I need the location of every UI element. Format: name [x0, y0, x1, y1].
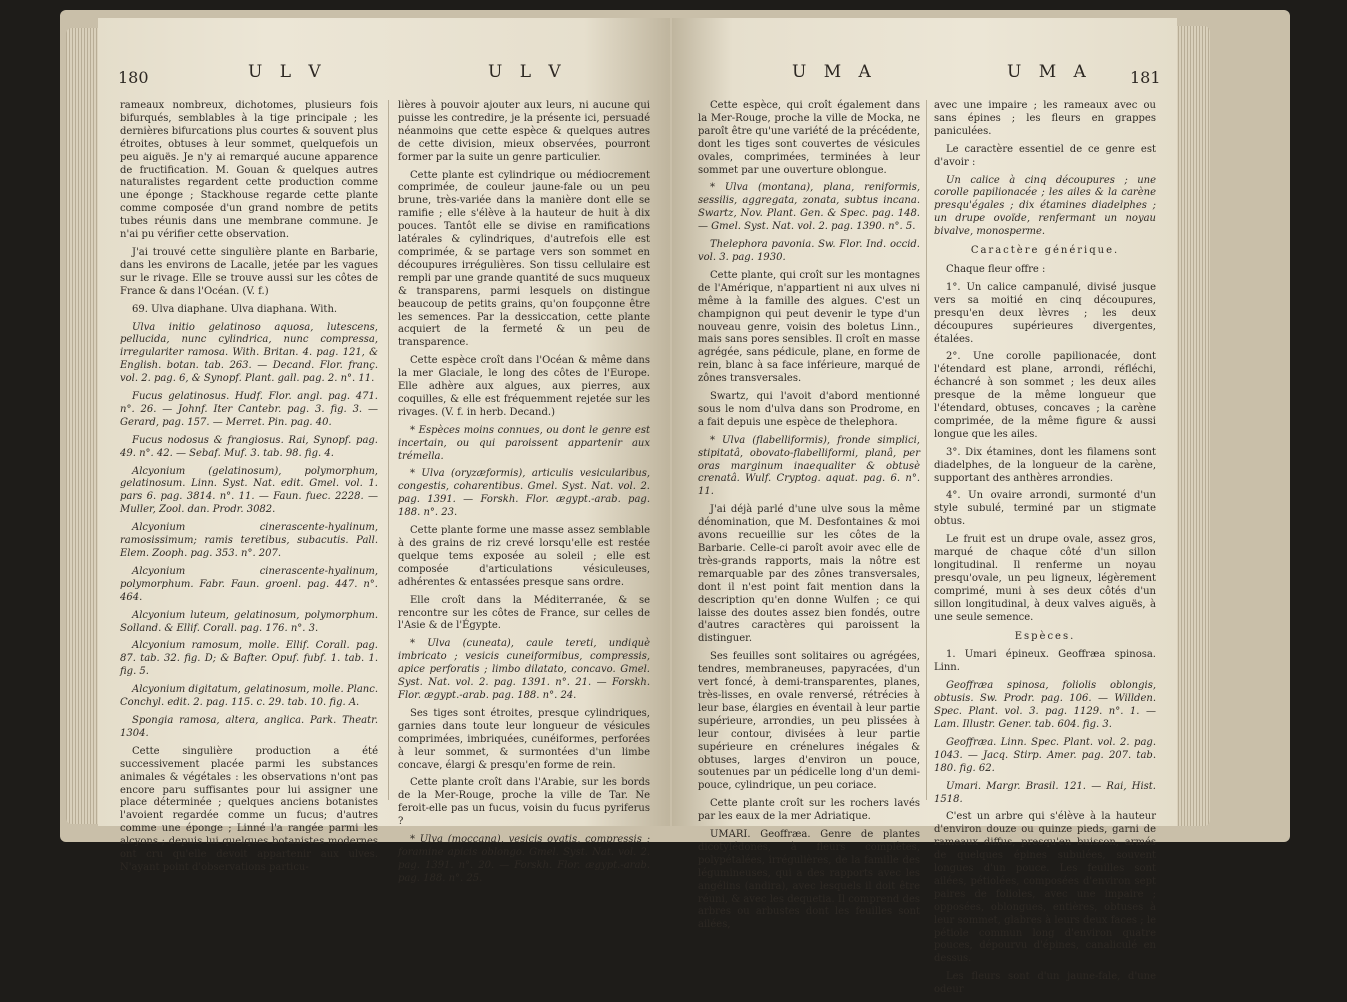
paragraph: Cette espèce, qui croît également dans la Mer-Rouge, proche la ville de Mocka, ne paroît être qu'une variété de la précédente, dont les tiges sont couvertes de vésicules ovales, comprimées, terminées à leur sommet par une ouverture oblongue.	[698, 100, 920, 176]
paragraph: UMARI. Geoffræa. Genre de plantes dicotylédones, à fleurs complètes, polypétalées, irrégulières, de la famille des légumineuses, qui a des rapports avec les angélins (andira), avec lesquels il doit être réuni, & avec les dequetia. Il comprend des arbres ou arbustes dont les feuilles sont ailées,	[698, 829, 920, 931]
paragraph: * Ulva (oryzæformis), articulis vesicularibus, congestis, coharentibus. Gmel. Syst. Nat. vol. 2. pag. 1391. — Forskh. Flor. ægypt.-arab. pag. 188. n°. 23.	[398, 468, 650, 519]
paragraph: Cette espèce croît dans l'Océan & même dans la mer Glaciale, le long des côtes de l'Europe. Elle adhère aux algues, aux pierres, aux coquilles, & elle est fréquemment rejetée sur les rivages. (V. f. in herb. Decand.)	[398, 355, 650, 418]
right-column-1	[698, 100, 920, 937]
paragraph: Spongia ramosa, altera, anglica. Park. Theatr. 1304.	[120, 714, 378, 739]
right-column-2	[934, 100, 1156, 1002]
paragraph: 2°. Une corolle papilionacée, dont l'étendard est plane, arrondi, réfléchi, échancré à son sommet ; les deux ailes presque de la même longueur que l'étendard, obtuses, concaves ; la carène comprimée, de la même figure & aussi longue que les ailes.	[934, 351, 1156, 440]
paragraph: Elle croît dans la Méditerranée, & se rencontre sur les côtes de France, sur celles de l'Asie & de l'Égypte.	[398, 594, 650, 632]
paragraph: J'ai déjà parlé d'une ulve sous la même dénomination, que M. Desfontaines & moi avons recueillie sur les côtes de la Barbarie. Celle-ci paroît avoir avec elle de très-grands rapports, mais la nôtre est remarquable par des zônes transversales, dont il n'est point fait mention dans la description qu'en donne Wulfen ; ce qui laisse des doutes assez bien fondés, outre d'autres caractères qui paroissent la distinguer.	[698, 504, 920, 645]
paragraph: Le caractère essentiel de ce genre est d'avoir :	[934, 143, 1156, 168]
column-divider	[388, 100, 389, 800]
paragraph: Cette plante forme une masse assez semblable à des grains de riz crevé lorsqu'elle est restée quelque tems exposée au soleil ; elle est composée d'articulations vésiculeuses, adhérentes & entassées presque sans ordre.	[398, 525, 650, 588]
paragraph: Alcyonium luteum, gelatinosum, polymorphum. Solland. & Ellif. Corall. pag. 176. n°. 3.	[120, 609, 378, 634]
paragraph: rameaux nombreux, dichotomes, plusieurs fois bifurqués, semblables à la tige principale ; les dernières bifurcations plus courtes & souvent plus étroites, obtuses à leur sommet, quelquefois un peu aiguës. Je n'y ai remarqué aucune apparence de fructification. M. Gouan & quelques autres naturalistes regardent cette production comme une éponge ; Stackhouse regarde cette plante comme composée d'un grand nombre de petits tubes réunis dans une membrane commune. Je n'ai pu vérifier cette observation.	[120, 100, 378, 241]
left-page-edges	[66, 28, 100, 824]
paragraph: Ulva initio gelatinoso aquosa, lutescens, pellucida, nunc cylindrica, nunc compressa, irregulariter ramosa. With. Britan. 4. pag. 121, & English. botan. tab. 263. — Decand. Flor. franç. vol. 2. pag. 6, & Synopf. Plant. gall. pag. 2. n°. 11.	[120, 321, 378, 385]
left-page	[98, 18, 670, 884]
paragraph: C'est un arbre qui s'élève à la hauteur d'environ douze ou quinze pieds, garni de rameaux diffus, presqu'en buisson, armés de quelques épines subulées, souvent longues d'un pouce. Les feuilles sont ailées, pétiolées, composées d'environ sept paires de folioles, avec une impaire ; opposées, oblongues, entières, obtuses à leur sommet, glabres à leurs deux faces ; le pétiole commun long d'environ quatre pouces, dépourvu d'épines, canaliculé en dessus.	[934, 811, 1156, 965]
paragraph: 4°. Un ovaire arrondi, surmonté d'un style subulé, terminé par un stigmate obtus.	[934, 490, 1156, 528]
section-heading: Espèces.	[1014, 630, 1076, 642]
paragraph: Alcyonium digitatum, gelatinosum, molle. Planc. Conchyl. edit. 2. pag. 115. c. 29. tab. 10. fig. A.	[120, 684, 378, 709]
paragraph: 69. Ulva diaphane. Ulva diaphana. With.	[132, 303, 338, 315]
left-page-number: 180	[118, 68, 149, 87]
paragraph: Umari. Margr. Brasil. 121. — Rai, Hist. 1518.	[934, 780, 1156, 805]
paragraph: Cette singulière production a été successivement placée parmi les substances animales & végétales : les observations n'ont pas encore paru suffisantes pour lui assigner une place déterminée ; quelques anciens botanistes l'avoient regardée comme un fucus; d'autres comme une éponge ; Linné l'a rangée parmi les alcyons ; depuis lui quelques botanistes modernes ont cru qu'elle devoit appartenir aux ulves. N'ayant point d'observations particu-	[120, 745, 378, 873]
paragraph: Cette plante est cylindrique ou médiocrement comprimée, de couleur jaune-fale ou un peu brune, très-variée dans la manière dont elle se ramifie ; elle s'élève à la hauteur de huit à dix pouces. Tantôt elle se divise en ramifications latérales & cylindriques, d'autrefois elle est comprimée, & se partage vers son sommet en découpures irrégulières. Son tissu cellulaire est rempli par une grande quantité de sucs muqueux & transparens, parmi lesquels on distingue beaucoup de petits grains, qu'on foupçonne être les semences. Par la dessiccation, cette plante acquiert de la fermeté & un peu de transparence.	[398, 169, 650, 349]
paragraph: Geoffræa. Linn. Spec. Plant. vol. 2. pag. 1043. — Jacq. Stirp. Amer. pag. 207. tab. 180. fig. 62.	[934, 736, 1156, 774]
paragraph: lières à pouvoir ajouter aux leurs, ni aucune qui puisse les contredire, je la présente ici, persuadé néanmoins que cette espèce & quelques autres de cette division, mieux observées, pourront former par la suite un genre particulier.	[398, 100, 650, 163]
paragraph: * Ulva (moccana), vesicis ovatis, compressis ; foramine apicis oblongo. Gmel. Syst. Nat. vol. 2. pag. 1391. n°. 20. — Forskh. Flor. ægypt.-arab. pag. 188. n°. 25.	[398, 834, 650, 884]
paragraph: 1. Umari épineux. Geoffræa spinosa. Linn.	[934, 649, 1156, 674]
paragraph: Geoffræa spinosa, foliolis oblongis, obtusis. Sw. Prodr. pag. 106. — Willden. Spec. Plant. vol. 3. pag. 1129. n°. 1. — Lam. Illustr. Gener. tab. 604. fig. 3.	[934, 680, 1156, 730]
right-page	[672, 18, 1177, 996]
paragraph: J'ai trouvé cette singulière plante en Barbarie, dans les environs de Lacalle, jetée par les vagues sur le rivage. Elle se trouve aussi sur les côtes de France & dans l'Océan. (V. f.)	[120, 246, 378, 297]
paragraph: * Ulva (montana), plana, reniformis, sessilis, aggregata, zonata, subtus incana. Swartz, Nov. Plant. Gen. & Spec. pag. 148. — Gmel. Syst. Nat. vol. 2. pag. 1390. n°. 5.	[698, 182, 920, 233]
paragraph: avec une impaire ; les rameaux avec ou sans épines ; les fleurs en grappes paniculées.	[934, 100, 1156, 137]
paragraph: 3°. Dix étamines, dont les filamens sont diadelphes, de la longueur de la carène, supportant des anthères arrondies.	[934, 446, 1156, 484]
paragraph: Chaque fleur offre :	[946, 263, 1046, 275]
paragraph: Ses tiges sont étroites, presque cylindriques, garnies dans toute leur longueur de vésicules comprimées, imbriquées, cunéiformes, perforées à leur sommet, & surmontées d'un limbe concave, élargi & presqu'en forme de rein.	[398, 707, 650, 771]
paragraph: Le fruit est un drupe ovale, assez gros, marqué de chaque côté d'un sillon longitudinal. Il renferme un noyau presqu'ovale, un peu ligneux, légèrement comprimé, muni à ses deux côtés d'un sillon longitudinal, à deux valves aiguës, à une seule semence.	[934, 534, 1156, 623]
paragraph: Alcyonium ramosum, molle. Ellif. Corall. pag. 87. tab. 32. fig. D; & Bafter. Opuf. fubf. 1. tab. 1. fig. 5.	[120, 640, 378, 678]
right-header-right: U M A	[1007, 62, 1092, 82]
paragraph: Alcyonium cinerascente-hyalinum, ramosissimum; ramis teretibus, subacutis. Pall. Elem. Zooph. pag. 353. n°. 207.	[120, 522, 378, 559]
left-column-2	[398, 100, 650, 891]
left-column-1	[120, 100, 378, 880]
paragraph: Alcyonium cinerascente-hyalinum, polymorphum. Fabr. Faun. groenl. pag. 447. n°. 464.	[120, 565, 378, 603]
paragraph: Un calice à cinq découpures ; une corolle papilionacée ; les ailes & la carène presqu'égales ; dix étamines diadelphes ; un drupe ovoïde, renfermant un noyau bivalve, monosperme.	[934, 174, 1156, 238]
paragraph: Fucus gelatinosus. Hudf. Flor. angl. pag. 471. n°. 26. — Johnf. Iter Cantebr. pag. 3. fig. 3. — Gerard, pag. 157. — Merret. Pin. pag. 40.	[120, 391, 378, 428]
paragraph: Fucus nodosus & frangiosus. Rai, Synopf. pag. 49. n°. 42. — Sebaf. Muf. 3. tab. 98. fig. 4.	[120, 434, 378, 459]
paragraph: Les fleurs sont d'un jaune-fale, d'une odeur	[934, 971, 1156, 996]
paragraph: * Ulva (flabelliformis), fronde simplici, stipitatâ, obovato-flabelliformi, planâ, per oras marginum inaequaliter & obtusè crenatâ. Wulf. Cryptog. aquat. pag. 6. n°. 11.	[698, 434, 920, 498]
paragraph: Cette plante croît dans l'Arabie, sur les bords de la Mer-Rouge, proche la ville de Tar. Ne feroit-elle pas un fucus, voisin du fucus pyriferus ?	[398, 777, 650, 828]
left-header-left: U L V	[248, 62, 327, 82]
paragraph: 1°. Un calice campanulé, divisé jusque vers sa moitié en cinq découpures, presqu'en deux lèvres ; les deux découpures supérieures divergentes, étalées.	[934, 281, 1156, 345]
section-heading: Caractère générique.	[970, 245, 1120, 257]
paragraph: Thelephora pavonia. Sw. Flor. Ind. occid. vol. 3. pag. 1930.	[698, 239, 920, 263]
paragraph: Cette plante, qui croît sur les montagnes de l'Amérique, n'appartient ni aux ulves ni même à la famille des algues. C'est un champignon qui peut devenir le type d'un nouveau genre, voisin des boletus Linn., mais sans pores sensibles. Il croît en masse agrégée, sans pédicule, plane, en forme de rein, blanc à sa face inférieure, marqué de zônes transversales.	[698, 269, 920, 385]
paragraph: Cette plante croît sur les rochers lavés par les eaux de la mer Adriatique.	[698, 798, 920, 823]
column-divider	[926, 100, 927, 800]
paragraph: Swartz, qui l'avoit d'abord mentionné sous le nom d'ulva dans son Prodrome, en a fait depuis une espèce de thelephora.	[698, 391, 920, 428]
left-header-right: U L V	[488, 62, 567, 82]
paragraph: * Espèces moins connues, ou dont le genre est incertain, ou qui paroissent appartenir aux trémella.	[398, 424, 650, 462]
right-page-number: 181	[1130, 68, 1161, 87]
paragraph: * Ulva (cuneata), caule tereti, undiquè imbricato ; vesicis cuneiformibus, compressis, apice perforatis ; limbo dilatato, concavo. Gmel. Syst. Nat. vol. 2. pag. 1391. n°. 21. — Forskh. Flor. ægypt.-arab. pag. 188. n°. 24.	[398, 638, 650, 701]
paragraph: Alcyonium (gelatinosum), polymorphum, gelatinosum. Linn. Syst. Nat. edit. Gmel. vol. 1. pars 6. pag. 3814. n°. 11. — Faun. fuec. 2228. — Muller, Zool. dan. Prodr. 3082.	[120, 465, 378, 516]
paragraph: Ses feuilles sont solitaires ou agrégées, tendres, membraneuses, papyracées, d'un vert foncé, à demi-transparentes, planes, très-lisses, en ovale renversé, rétrécies à leur base, élargies en éventail à leur partie supérieure, arrondies, un peu plissées à leur contour, divisées à leur partie supérieure en crénelures inégales & obtuses, larges d'environ un pouce, soutenues par un pédicelle long d'un demi-pouce, cylindrique, un peu coriace.	[698, 651, 920, 792]
right-header-left: U M A	[792, 62, 877, 82]
